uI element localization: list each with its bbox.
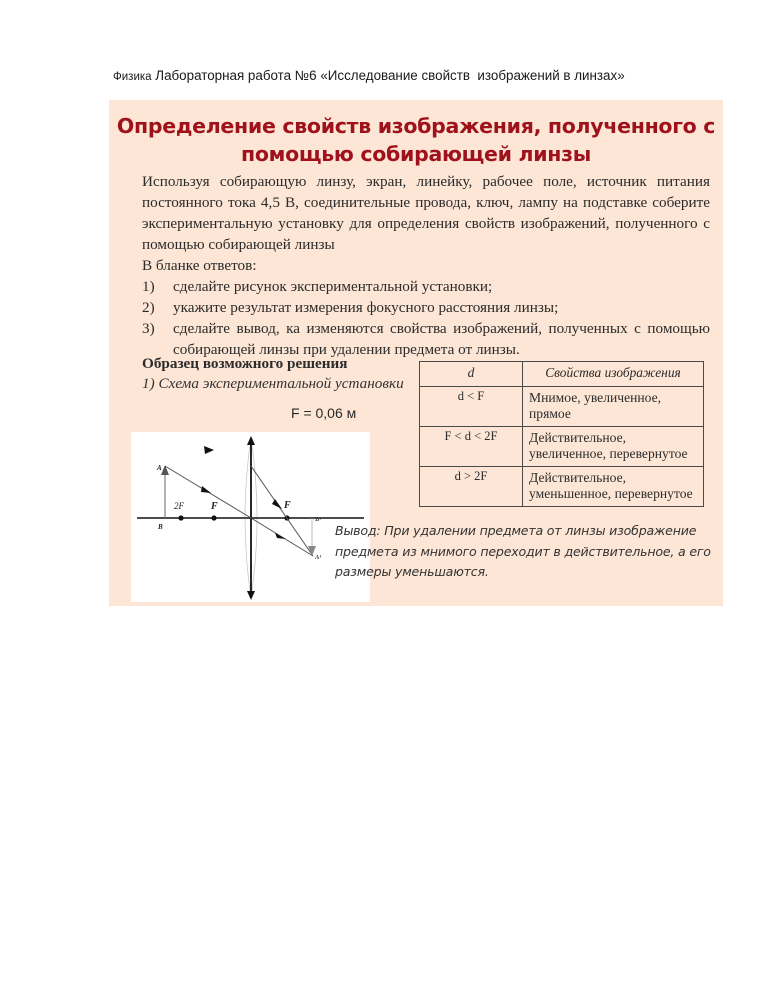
intro-line: экспериментальную установку для определения свойств изображений, полученного с bbox=[142, 215, 710, 232]
intro-line: постоянного тока 4,5 В, соединительные провода, ключ, лампу на подставке соберите bbox=[142, 194, 710, 211]
table-header-row bbox=[420, 362, 704, 387]
label-a: A bbox=[157, 464, 162, 472]
image-properties-table bbox=[419, 361, 704, 507]
lens-bottom-arrow-icon bbox=[247, 591, 255, 600]
page-header-title: Лабораторная работа №6 «Исследование свойств изображений в линзах» bbox=[155, 68, 625, 83]
cell-distance: d > 2F bbox=[420, 467, 523, 507]
lens-top-arrow-icon bbox=[247, 436, 255, 445]
conclusion-text: Вывод: При удалении предмета от линзы изображение предмета из мнимого переходит в действительное, а его размеры уменьшаются. bbox=[335, 523, 711, 579]
task-card bbox=[109, 100, 723, 606]
task-text: сделайте вывод, ка изменяются свойства изображений, полученных с помощью собирающей линзы при удалении предмета от линзы. bbox=[173, 320, 710, 358]
table-row bbox=[420, 467, 704, 507]
cell-properties: Мнимое, увеличенное, прямое bbox=[523, 387, 704, 427]
label-f-left: F bbox=[211, 501, 218, 512]
label-f-right: F bbox=[284, 500, 291, 511]
task-number: 3) bbox=[142, 320, 155, 337]
cell-properties: Действительное, уменьшенное, перевернутое bbox=[523, 467, 704, 507]
answers-label: В бланке ответов: bbox=[142, 257, 257, 274]
cell-properties: Действительное, увеличенное, перевернутое bbox=[523, 427, 704, 467]
focus-point-left bbox=[211, 515, 216, 520]
ray-arrowhead-icon bbox=[201, 486, 211, 493]
cell-distance: F < d < 2F bbox=[420, 427, 523, 467]
card-title-line-1: Определение свойств изображения, полученного с bbox=[116, 114, 716, 138]
task-item bbox=[142, 318, 710, 360]
card-title bbox=[109, 112, 723, 168]
task-item bbox=[142, 297, 710, 318]
task-item bbox=[142, 276, 710, 297]
table-row bbox=[420, 387, 704, 427]
label-b-prime: B¹ bbox=[315, 516, 322, 523]
task-list bbox=[142, 276, 710, 360]
label-b: B bbox=[158, 523, 163, 531]
task-text: укажите результат измерения фокусного расстояния линзы; bbox=[173, 299, 559, 316]
label-2f: 2F bbox=[174, 501, 184, 511]
double-focus-point bbox=[178, 515, 183, 520]
page-header-subject: Физика bbox=[113, 71, 152, 83]
task-number: 1) bbox=[142, 278, 155, 295]
intro-line: помощью собирающей линзы bbox=[142, 236, 335, 253]
task-number: 2) bbox=[142, 299, 155, 316]
page-header bbox=[113, 68, 625, 83]
cell-distance: d < F bbox=[420, 387, 523, 427]
table-row bbox=[420, 427, 704, 467]
intro-paragraph bbox=[142, 171, 710, 255]
ray-refracted-through-focus bbox=[251, 466, 313, 556]
label-a-prime: A¹ bbox=[315, 554, 322, 561]
column-header-d: d bbox=[420, 362, 523, 387]
card-title-line-2: помощью собирающей линзы bbox=[241, 142, 591, 166]
scheme-title: 1) Схема экспериментальной установки bbox=[142, 375, 404, 392]
sample-solution-title: Образец возможного решения bbox=[142, 355, 348, 372]
intro-line: Используя собирающую линзу, экран, линейку, рабочее поле, источник питания bbox=[142, 173, 710, 190]
column-header-properties: Свойства изображения bbox=[523, 362, 704, 387]
ray-arrowhead-icon bbox=[204, 446, 214, 454]
focal-length-value: F = 0,06 м bbox=[291, 405, 357, 421]
ray-arrowhead-icon bbox=[272, 499, 282, 509]
task-text: сделайте рисунок экспериментальной установки; bbox=[173, 278, 493, 295]
